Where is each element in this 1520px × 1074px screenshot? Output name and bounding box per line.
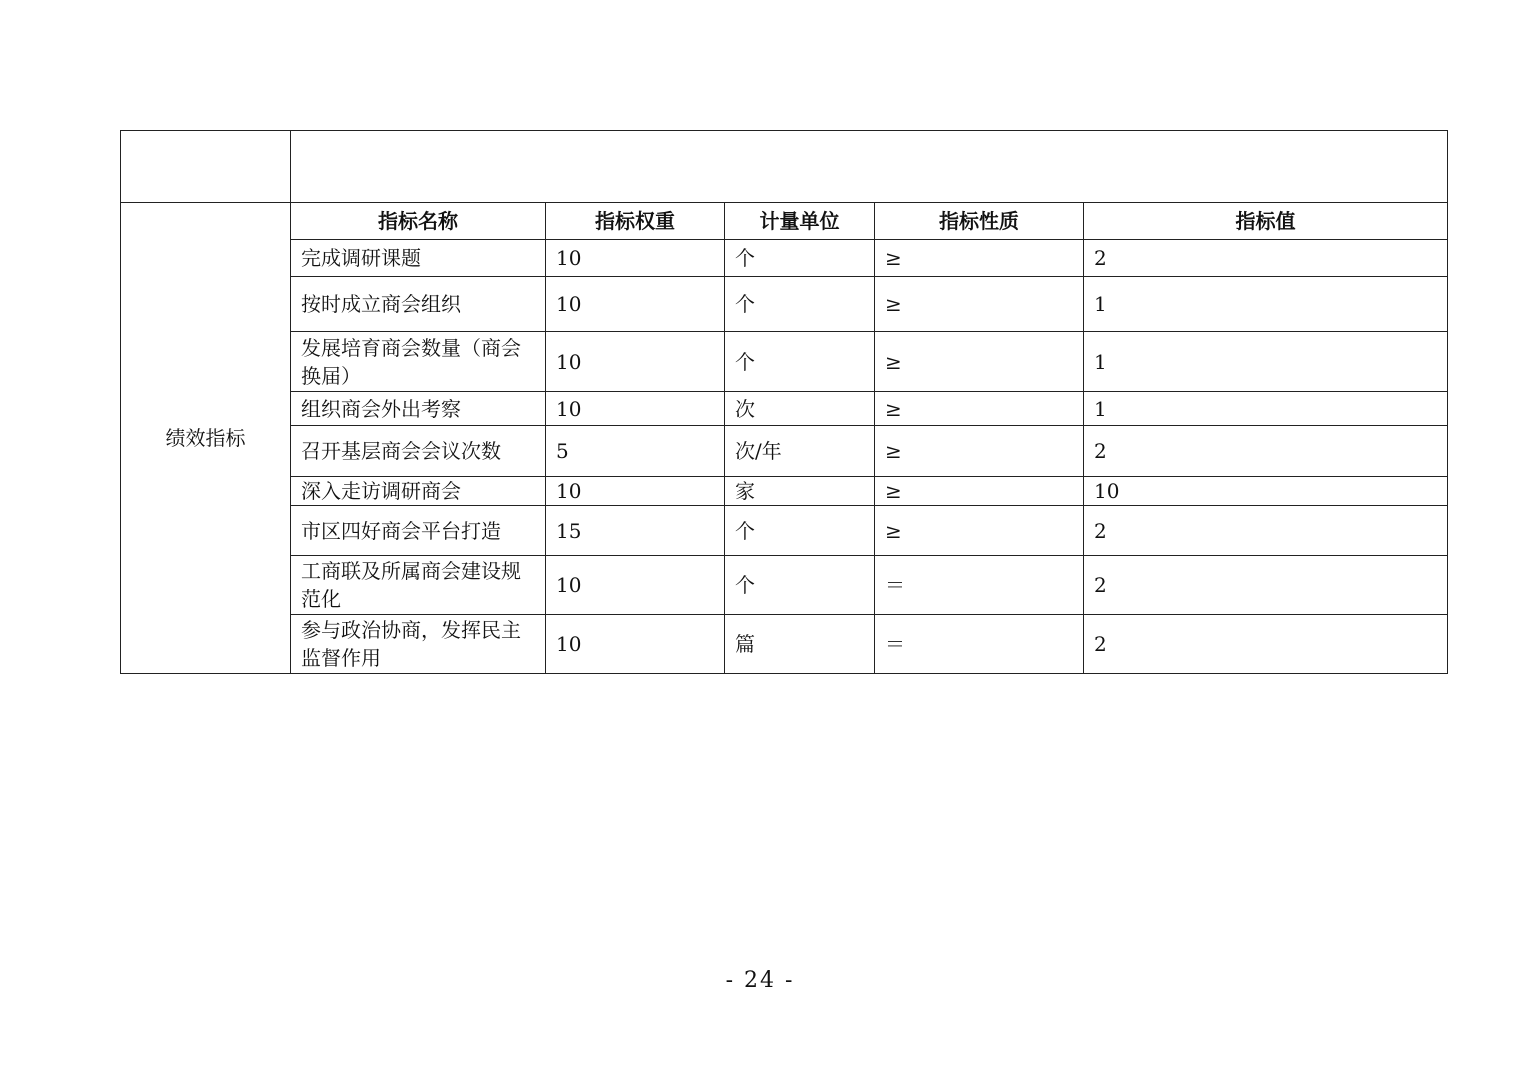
indicator-weight: 10 [546, 615, 725, 674]
indicator-unit: 个 [725, 556, 875, 615]
indicator-unit: 次/年 [725, 426, 875, 477]
table-row [121, 506, 1448, 556]
indicator-weight: 10 [546, 392, 725, 426]
indicator-nature: ＝ [875, 556, 1084, 615]
indicator-nature: ≥ [875, 506, 1084, 556]
header-row [121, 203, 1448, 240]
header-unit: 计量单位 [725, 203, 875, 240]
indicator-unit: 次 [725, 392, 875, 426]
page-number: - 24 - [725, 968, 795, 993]
indicator-weight: 5 [546, 426, 725, 477]
performance-indicator-table [120, 130, 1448, 674]
indicator-name: 深入走访调研商会 [291, 477, 546, 506]
empty-cell-right [291, 131, 1448, 203]
indicator-value: 2 [1084, 556, 1448, 615]
table-row [121, 240, 1448, 277]
header-indicator-name: 指标名称 [291, 203, 546, 240]
indicator-weight: 10 [546, 277, 725, 332]
indicator-name: 完成调研课题 [291, 240, 546, 277]
indicator-unit: 个 [725, 277, 875, 332]
indicator-unit: 家 [725, 477, 875, 506]
header-value: 指标值 [1084, 203, 1448, 240]
indicator-name: 市区四好商会平台打造 [291, 506, 546, 556]
table-row [121, 332, 1448, 392]
indicator-value: 1 [1084, 392, 1448, 426]
indicator-unit: 个 [725, 332, 875, 392]
indicator-value: 2 [1084, 426, 1448, 477]
table-row [121, 556, 1448, 615]
header-nature: 指标性质 [875, 203, 1084, 240]
indicator-value: 10 [1084, 477, 1448, 506]
indicator-nature: ≥ [875, 477, 1084, 506]
indicator-name: 参与政治协商，发挥民主监督作用 [291, 615, 546, 674]
indicator-weight: 10 [546, 477, 725, 506]
indicator-value: 2 [1084, 506, 1448, 556]
indicator-nature: ≥ [875, 426, 1084, 477]
indicator-unit: 个 [725, 240, 875, 277]
indicator-weight: 10 [546, 556, 725, 615]
indicator-nature: ＝ [875, 615, 1084, 674]
indicator-value: 2 [1084, 240, 1448, 277]
table-row [121, 392, 1448, 426]
indicator-unit: 篇 [725, 615, 875, 674]
indicator-name: 按时成立商会组织 [291, 277, 546, 332]
indicator-weight: 10 [546, 240, 725, 277]
indicator-unit: 个 [725, 506, 875, 556]
table-row [121, 615, 1448, 674]
header-indicator-weight: 指标权重 [546, 203, 725, 240]
indicator-nature: ≥ [875, 392, 1084, 426]
indicator-name: 发展培育商会数量（商会换届） [291, 332, 546, 392]
indicator-name: 工商联及所属商会建设规范化 [291, 556, 546, 615]
indicator-nature: ≥ [875, 332, 1084, 392]
indicator-value: 2 [1084, 615, 1448, 674]
table-row [121, 277, 1448, 332]
indicator-name: 召开基层商会会议次数 [291, 426, 546, 477]
indicator-weight: 15 [546, 506, 725, 556]
indicator-value: 1 [1084, 332, 1448, 392]
top-empty-row [121, 131, 1448, 203]
empty-cell-left [121, 131, 291, 203]
table-row [121, 477, 1448, 506]
table-row [121, 426, 1448, 477]
indicator-value: 1 [1084, 277, 1448, 332]
indicator-name: 组织商会外出考察 [291, 392, 546, 426]
section-label: 绩效指标 [121, 203, 291, 674]
indicator-nature: ≥ [875, 240, 1084, 277]
indicator-weight: 10 [546, 332, 725, 392]
indicator-nature: ≥ [875, 277, 1084, 332]
